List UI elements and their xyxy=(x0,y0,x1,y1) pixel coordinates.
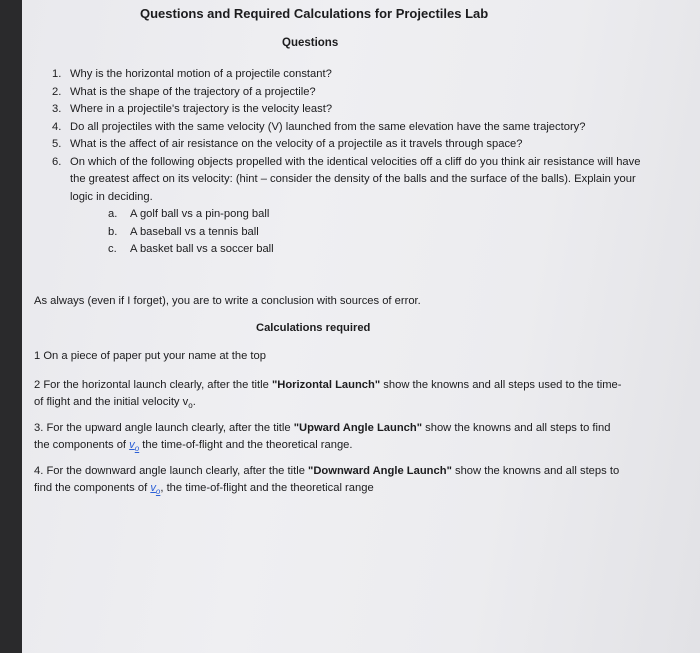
calc-title: "Downward Angle Launch" xyxy=(308,465,452,477)
calc-text: show the knowns and all steps used to the time-of flight and the initial velocity xyxy=(34,379,622,408)
question-number: 1. xyxy=(52,68,62,80)
question-number: 4. xyxy=(52,120,62,133)
calc-item-1 xyxy=(34,348,624,365)
velocity-variable: v xyxy=(150,481,156,494)
calc-text: 1 On a piece of paper put your name at the top xyxy=(34,350,266,362)
question-item xyxy=(52,66,652,84)
velocity-subscript: o xyxy=(155,486,161,496)
calc-item-3 xyxy=(34,420,624,457)
question-text: What is the shape of the trajectory of a projectile? xyxy=(70,85,316,98)
question-number: 6. xyxy=(52,155,62,168)
calculations-heading: Calculations required xyxy=(256,322,371,334)
calc-item-4 xyxy=(34,463,624,500)
sub-item-letter: c. xyxy=(108,243,117,255)
question-text: Do all projectiles with the same velocity (V) launched from the same elevation have the same trajectory? xyxy=(70,120,586,133)
sub-item xyxy=(52,241,652,259)
calc-title: "Upward Angle Launch" xyxy=(293,422,423,434)
calc-text: . xyxy=(192,395,196,408)
questions-list xyxy=(52,66,652,259)
question-item xyxy=(52,101,652,119)
question-text: What is the affect of air resistance on the velocity of a projectile as it travels through space? xyxy=(70,138,523,150)
calc-text: 4. For the downward angle launch clearly, after the title xyxy=(34,465,309,477)
calc-text: 3. For the upward angle launch clearly, after the title xyxy=(34,422,294,434)
question-item xyxy=(52,154,652,207)
questions-heading: Questions xyxy=(282,37,339,49)
document-page xyxy=(22,0,700,653)
sub-item-letter: a. xyxy=(108,208,118,220)
question-item xyxy=(52,84,652,102)
question-number: 2. xyxy=(52,85,62,98)
sub-item xyxy=(52,206,652,224)
sub-item-text: A basket ball vs a soccer ball xyxy=(130,243,274,255)
sub-item-letter: b. xyxy=(108,225,118,238)
velocity-variable: v xyxy=(129,438,135,451)
question-item xyxy=(52,119,652,137)
question-number: 3. xyxy=(52,103,62,115)
calc-text: the time-of-flight and the theoretical range. xyxy=(139,438,353,451)
velocity-variable: v xyxy=(182,395,189,408)
page-title: Questions and Required Calculations for Projectiles Lab xyxy=(140,6,489,21)
conclusion-note: As always (even if I forget), you are to write a conclusion with sources of error. xyxy=(34,295,421,307)
calc-title: "Horizontal Launch" xyxy=(271,379,381,391)
sub-item-text: A golf ball vs a pin-pong ball xyxy=(130,208,270,220)
calc-text: , the time-of-flight and the theoretical range xyxy=(160,481,374,494)
question-text: On which of the following objects propelled with the identical velocities off a cliff do you think air resistance will have the greatest affect on its velocity: (hint – consider the density of the balls and the surface of the balls). Explain your logic in deciding. xyxy=(70,155,641,203)
calc-text: show the knowns and all steps to find the components of xyxy=(34,465,620,494)
question-item xyxy=(52,136,652,154)
sub-item-text: A baseball vs a tennis ball xyxy=(130,225,259,238)
velocity-subscript: o xyxy=(134,443,140,453)
question-text: Why is the horizontal motion of a projectile constant? xyxy=(70,68,332,80)
question-number: 5. xyxy=(52,138,62,150)
question-text: Where in a projectile's trajectory is the velocity least? xyxy=(70,103,333,115)
calc-item-2 xyxy=(34,377,624,414)
sub-item xyxy=(52,224,652,242)
calc-text: show the knowns and all steps to find the components of xyxy=(34,422,611,451)
calc-text: 2 For the horizontal launch clearly, after the title xyxy=(34,379,272,391)
velocity-subscript: o xyxy=(188,400,193,410)
